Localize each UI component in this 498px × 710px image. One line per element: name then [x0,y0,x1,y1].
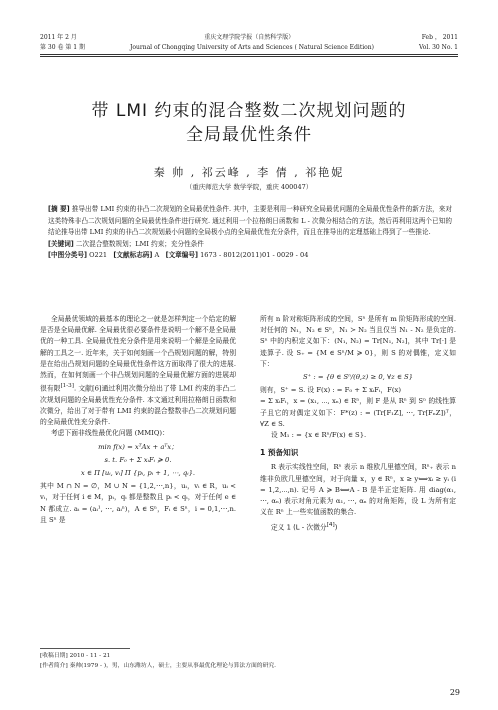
doc-code: A [154,251,160,260]
header-rule [40,54,458,57]
author-bio: 秦帅(1979 - )，男，山东潍坊人，硕士，主要从事最优化理论与算法方面的研究. [69,663,277,669]
intro-paragraph [40,314,236,428]
paper-title-line2: 全局最优性条件 [186,125,312,145]
header-volume-en: Vol. 30 No. 1 [418,44,458,51]
feasible-set: 设 M₁ : = {x ∈ Rⁿ/F(x) ∈ S}. [270,431,367,440]
objective-formula: min f(x) = xᵀAx + aᵀx； [98,442,178,451]
keywords [48,239,452,251]
journal-header-bottom [40,44,458,52]
received-label: [收稿日期] [40,653,68,659]
definition-close: ) [334,523,338,532]
article-label: [文章编号] [165,251,198,260]
classification [48,250,452,262]
class-code: O221 [89,251,108,260]
definition-title: 定义 1 (L - 次微分 [270,523,327,532]
header-date: 2011 年 2 月 [40,34,77,41]
footnote-author [40,662,460,671]
domain-formula: x ∈ Π [uᵢ, vᵢ] Π {pᵢ, pᵢ + 1, ⋯, qᵢ}. [80,468,196,477]
preliminaries-paragraph: R 表示实线性空间，Rⁿ 表示 n 维欧几里德空间，Rⁿ₊ 表示 n 维非负欧几里德空间，对于向量 x，y ∈ Rⁿ，x ≥ y⟺xᵢ ≥ yᵢ (i = 1,2,⋯,n). 记号 A ≽ B⟺A - B 是半正定矩阵. 用 diag(α₁, ⋯, αₙ) 表示对角元素为 α₁, ⋯, αₙ 的对角矩阵，设 L 为所有定义在 Rⁿ 上一些实值函数的集合. [260,463,456,517]
right-column [260,314,456,534]
received-date: 2010 - 11 - 21 [69,653,111,659]
page-number: 29 [449,688,460,697]
notation-paragraph: 其中 M ∩ N = ∅，M ∪ N = {1,2,⋯,n}，uᵢ，vᵢ ∈ R，uᵢ < vᵢ，对于任何 i ∈ M，pᵢ，qᵢ 都是整数且 pᵢ < qᵢ，对于任何 e ∈ N 都成立. aᵢ = (aᵢ¹, ⋯, aᵢⁿ)，A ∈ Sⁿ，Fᵢ ∈ Sⁿ，i = 0,1,⋯,n. 且 Sⁿ 是 [40,482,236,524]
left-column [40,314,236,526]
class-label: [中图分类号] [48,251,87,260]
doc-label: [文献标志码] [113,251,153,260]
dual-cone-formula: S⁺ : = {θ ∈ Sⁿ/(θ,z) ≥ 0, ∀z ∈ S} [303,373,413,382]
paper-title-line1: 带 LMI 约束的混合整数二次规划问题的 [91,101,407,121]
header-date-en: Feb ， 2011 [421,34,458,41]
abstract-text: 推导出带 LMI 约束的非凸二次规划的全局最优性条件. 其中，主要是利用一种研究全局最优问题的全局最优性条件的新方法，来对这类特殊非凸二次规划问题的全局最优性条件进行研究. 通过利用一个拉格朗日函数和 L - 次微分相结合的方法，然后再利用这两个已知的结论推导出带 LMI 约束的非凸二次规划最小问题的全局极小点的全局最优性充分条件，而且在推导出的定理基础上得到了一些推论. [48,205,452,237]
problem-intro: 考虑下面非线性最优化问题 (MMIQ)： [50,429,169,438]
definition-1 [271,520,456,533]
section-heading-preliminaries: 1 预备知识 [260,448,299,458]
keywords-label: [关键词] [48,239,74,248]
author-list: 秦 帅 , 祁云峰 , 李 倩 , 祁艳妮 [153,166,345,179]
author-bio-label: [作者简介] [40,663,68,669]
keywords-text: 二次混合整数规划；LMI 约束；充分性条件 [75,239,204,248]
header-journal-en: Journal of Chongqing University of Arts and Sciences ( Natural Science Edition) [129,44,374,51]
intro-text: 全局最优领域的最基本的理论之一就是怎样判定一个给定的解是否是全局最优解. 全局最优很必要条件是说明一个解不是全局最优的一种工具. 全局最优性充分条件是用来说明一个解是全局最优解的工具之一. 近年来，关于如何刻画一个凸规划问题的解，特别是在给出凸规划问题的全局最优性条件这方面取得了很大的进展. 然而，在如何刻画一个非凸规划问题的全局最优解方面的进展却很有限 [40,315,236,393]
header-volume-cn: 第 30 卷 第 1 期 [40,44,85,51]
footnote-rule [40,648,130,649]
article-code: 1673 - 8012(2011)01 - 0029 - 04 [200,251,309,260]
abstract-label: [摘 要] [48,205,70,213]
constraint-formula: s. t. F₀ + Σ xᵢFᵢ ≽ 0. [104,455,172,464]
matrix-space-paragraph: 所有 n 阶对称矩阵形成的空间，Sⁿ 是所有 m 阶矩阵形成的空间. 对任何的 N₁，N₂ ∈ Sⁿ，N₁ ≻ N₂ 当且仅当 N₁ - N₂ 是负定的. Sⁿ 中的内积定义如下：(N₁, N₂) = Tr[N₁, N₂]，其中 Tr[·] 是迹算子. 设 S₊ = {M ∈ Sⁿ/M ≽ 0}，则 S 的对偶锥，定义如下： [260,315,456,368]
intro-text-cont: . 文献[6]通过利用次微分给出了带 LMI 约束的非凸二次规划问题的全局最优性充分条件. 本文通过利用拉格朗日函数和次微分，给出了对于带有 LMI 约束的混合整数非凸二次规划问题的全局最优性充分条件. [40,384,236,427]
affiliation: （重庆师范大学 数学学院，重庆 400047） [185,183,313,191]
operator-formula: = Σ xᵢFᵢ，x = (x₁, ⋯, xₙ) ∈ Rⁿ，则 F 是从 Rⁿ 到 Sⁿ 的线性算子且它的对偶定义如下：F*(z) : = (Tr[F₁Z], ⋯, Tr[FₙZ])ᵀ，∀Z ∈ S. [260,397,456,428]
journal-header-top [40,34,458,42]
footnote-received [40,652,460,661]
intro-ref: [1-3] [60,383,74,390]
definition-ref: [4] [326,522,335,529]
header-journal-cn: 重庆文理学院学报（自然科学版） [204,34,295,41]
operator-paragraph: 则有，S⁺ = S. 设 F(x) : = F₀ + Σ xᵢFᵢ，F(x) [260,386,402,395]
abstract [48,204,452,239]
abstract-block [48,204,452,262]
